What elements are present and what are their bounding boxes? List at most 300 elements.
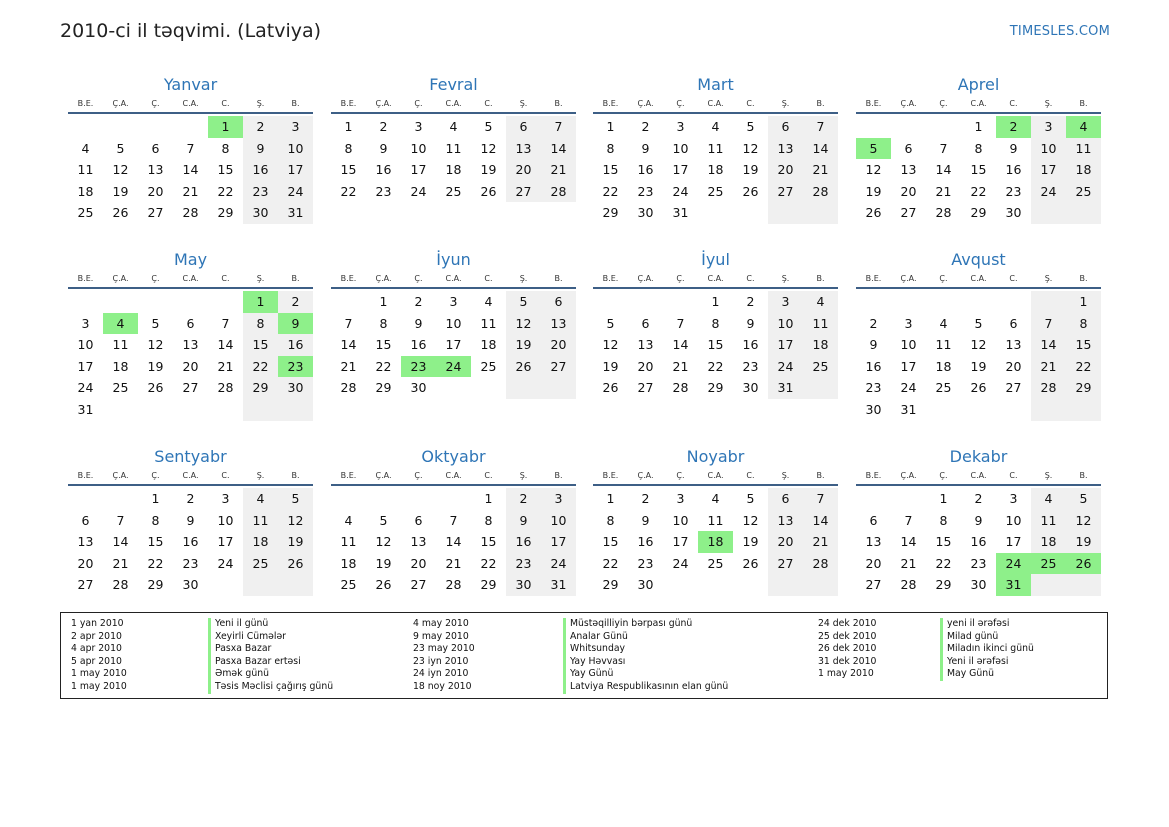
day-cell: 26: [506, 356, 541, 378]
day-cell: 10: [445, 315, 462, 331]
weekday-header: [68, 468, 313, 486]
day-cell: 7: [803, 116, 838, 138]
empty-cell: [698, 202, 733, 224]
day-cell: 1: [1066, 291, 1101, 313]
day-cell: 1: [379, 294, 388, 309]
day-cell: 7: [676, 315, 685, 331]
day-cell: 20: [410, 555, 427, 571]
day-cell: 19: [480, 162, 497, 178]
empty-cell: [733, 574, 768, 596]
holiday-name: Yeni il ərəfəsi: [940, 656, 1034, 669]
month-name: Yanvar: [163, 75, 218, 94]
month-name: Dekabr: [949, 447, 1008, 466]
day-cell: 30: [865, 401, 882, 417]
weekday-label: C.: [746, 471, 755, 480]
day-cell: 20: [541, 334, 576, 356]
day-cell: 22: [602, 183, 619, 199]
weekday-label: Ç.A.: [637, 99, 654, 108]
day-cell: 10: [1031, 138, 1066, 160]
weekday-label: B.: [554, 99, 563, 108]
day-cell: 30: [970, 577, 987, 593]
month-0: [68, 74, 313, 224]
day-cell: 17: [672, 534, 689, 550]
day-cell: 24: [410, 183, 427, 199]
empty-cell: [856, 291, 891, 313]
empty-cell: [173, 291, 208, 313]
day-cell: 11: [707, 140, 724, 156]
day-cell: 26: [278, 553, 313, 575]
holiday-names-col3: [940, 618, 1034, 681]
day-cell: 30: [182, 577, 199, 593]
empty-cell: [243, 399, 278, 421]
day-cell: 17: [77, 358, 94, 374]
day-cell: 15: [602, 162, 619, 178]
empty-cell: [103, 399, 138, 421]
day-cell: 16: [375, 162, 392, 178]
day-cell: 8: [939, 512, 948, 528]
day-cell: 13: [410, 534, 427, 550]
day-cell: 15: [602, 534, 619, 550]
empty-cell: [138, 399, 173, 421]
day-cell: 6: [81, 512, 90, 528]
holiday-day: 1: [208, 116, 243, 138]
day-cell: 15: [480, 534, 497, 550]
day-cell: 28: [1031, 377, 1066, 399]
day-cell: 3: [449, 294, 458, 309]
holiday-dates-col1: [71, 618, 127, 694]
day-cell: 16: [182, 534, 199, 550]
holiday-day: 9: [278, 313, 313, 335]
day-grid: [68, 486, 313, 596]
day-cell: 11: [803, 313, 838, 335]
weekday-header: [331, 271, 576, 289]
day-cell: 18: [707, 162, 724, 178]
weekday-label: C.: [1009, 99, 1018, 108]
weekday-label: C.: [1009, 471, 1018, 480]
weekday-label: C.A.: [707, 471, 724, 480]
holiday-date: 5 apr 2010: [71, 655, 122, 667]
day-cell: 10: [77, 337, 94, 353]
day-grid: [68, 289, 313, 421]
day-cell: 26: [480, 183, 497, 199]
day-cell: 15: [243, 334, 278, 356]
weekday-header: [593, 96, 838, 114]
day-cell: 8: [606, 140, 615, 156]
day-cell: 29: [1066, 377, 1101, 399]
holiday-day: 24: [436, 356, 471, 378]
month-name: Avqust: [951, 250, 1006, 269]
weekday-label: Ç.A.: [375, 471, 392, 480]
day-cell: 9: [506, 510, 541, 532]
day-cell: 9: [746, 315, 755, 331]
empty-cell: [926, 399, 961, 421]
weekday-label: B.E.: [77, 471, 94, 480]
day-cell: 3: [414, 119, 423, 134]
weekday-label: Ç.A.: [375, 99, 392, 108]
day-cell: 7: [939, 140, 948, 156]
day-cell: 30: [1005, 205, 1022, 221]
day-cell: 18: [77, 183, 94, 199]
weekday-header: [68, 96, 313, 114]
holiday-day: 2: [996, 116, 1031, 138]
day-cell: 28: [900, 577, 917, 593]
day-cell: 23: [637, 555, 654, 571]
day-cell: 25: [707, 183, 724, 199]
weekday-label: Ş.: [519, 471, 528, 480]
empty-cell: [68, 488, 103, 510]
day-cell: 15: [1066, 334, 1101, 356]
weekday-label: Ş.: [781, 471, 790, 480]
month-6: [593, 249, 838, 399]
day-cell: 22: [1066, 356, 1101, 378]
weekday-header: [856, 271, 1101, 289]
day-cell: 30: [506, 574, 541, 596]
day-cell: 16: [637, 534, 654, 550]
day-cell: 24: [900, 380, 917, 396]
weekday-label: C.A.: [445, 274, 462, 283]
day-cell: 22: [340, 183, 357, 199]
empty-cell: [103, 116, 138, 138]
day-grid: [856, 114, 1101, 224]
day-cell: 4: [344, 512, 353, 528]
weekday-label: B.E.: [340, 99, 357, 108]
day-cell: 10: [278, 138, 313, 160]
weekday-label: C.A.: [707, 99, 724, 108]
empty-cell: [663, 574, 698, 596]
day-cell: 20: [147, 183, 164, 199]
month-name: Aprel: [957, 75, 1000, 94]
empty-cell: [996, 291, 1031, 313]
day-cell: 16: [243, 159, 278, 181]
day-cell: 18: [112, 358, 129, 374]
day-cell: 2: [243, 116, 278, 138]
holiday-name: Yay Günü: [563, 668, 728, 681]
day-cell: 7: [116, 512, 125, 528]
day-cell: 6: [641, 315, 650, 331]
weekday-label: Ç.: [939, 274, 948, 283]
day-cell: 6: [186, 315, 195, 331]
day-cell: 6: [541, 291, 576, 313]
holiday-day: 4: [1066, 116, 1101, 138]
day-cell: 20: [182, 358, 199, 374]
holiday-names-col2: [563, 618, 728, 694]
month-name: Sentyabr: [154, 447, 227, 466]
day-cell: 6: [768, 488, 803, 510]
holiday-name: Pasxa Bazar ertəsi: [208, 656, 333, 669]
weekday-label: C.: [1009, 274, 1018, 283]
holiday-date: 1 may 2010: [818, 668, 874, 680]
day-cell: 28: [935, 205, 952, 221]
day-cell: 18: [480, 337, 497, 353]
day-cell: 29: [217, 205, 234, 221]
day-cell: 12: [506, 313, 541, 335]
day-cell: 22: [602, 555, 619, 571]
day-cell: 28: [182, 205, 199, 221]
day-cell: 17: [1031, 159, 1066, 181]
empty-cell: [331, 291, 366, 313]
weekday-label: Ç.: [939, 99, 948, 108]
day-cell: 1: [606, 491, 615, 506]
day-cell: 23: [637, 183, 654, 199]
month-name: Oktyabr: [421, 447, 486, 466]
empty-cell: [138, 291, 173, 313]
day-cell: 28: [112, 577, 129, 593]
day-cell: 13: [1005, 337, 1022, 353]
empty-cell: [926, 116, 961, 138]
day-grid: [593, 289, 838, 399]
empty-cell: [471, 377, 506, 399]
day-cell: 5: [151, 315, 160, 331]
month-name: Fevral: [429, 75, 478, 94]
day-cell: 31: [77, 401, 94, 417]
weekday-label: B.: [1079, 471, 1088, 480]
holiday-name: May Günü: [940, 668, 1034, 681]
weekday-label: C.: [484, 274, 493, 283]
day-cell: 3: [1009, 491, 1018, 506]
empty-cell: [891, 488, 926, 510]
day-cell: 29: [243, 377, 278, 399]
month-11: [856, 446, 1101, 596]
empty-cell: [1031, 291, 1066, 313]
day-cell: 14: [182, 162, 199, 178]
day-cell: 6: [904, 140, 913, 156]
day-cell: 6: [506, 116, 541, 138]
day-cell: 17: [672, 162, 689, 178]
day-cell: 15: [707, 337, 724, 353]
day-cell: 15: [217, 162, 234, 178]
day-cell: 10: [410, 140, 427, 156]
day-cell: 10: [672, 140, 689, 156]
day-cell: 25: [340, 577, 357, 593]
holiday-date: 23 may 2010: [413, 643, 475, 655]
weekday-label: Ş.: [1044, 274, 1053, 283]
weekday-label: B.E.: [77, 99, 94, 108]
day-cell: 2: [379, 119, 388, 134]
day-cell: 30: [637, 577, 654, 593]
empty-cell: [243, 574, 278, 596]
empty-cell: [593, 291, 628, 313]
day-cell: 18: [1031, 531, 1066, 553]
day-cell: 22: [217, 183, 234, 199]
day-cell: 10: [768, 313, 803, 335]
day-cell: 1: [484, 491, 493, 506]
day-cell: 8: [1066, 313, 1101, 335]
holiday-name: Yay Həvvası: [563, 656, 728, 669]
day-cell: 12: [147, 337, 164, 353]
day-cell: 27: [768, 181, 803, 203]
holiday-date: 18 noy 2010: [413, 680, 472, 692]
day-cell: 27: [768, 553, 803, 575]
day-cell: 3: [221, 491, 230, 506]
day-cell: 22: [147, 555, 164, 571]
day-cell: 25: [445, 183, 462, 199]
day-cell: 13: [147, 162, 164, 178]
day-cell: 12: [602, 337, 619, 353]
empty-cell: [331, 488, 366, 510]
day-cell: 30: [243, 202, 278, 224]
day-cell: 2: [641, 491, 650, 506]
day-cell: 17: [1005, 534, 1022, 550]
holiday-dates-col3: [818, 618, 876, 681]
day-cell: 23: [375, 183, 392, 199]
day-cell: 3: [904, 315, 913, 331]
day-cell: 14: [803, 510, 838, 532]
weekday-label: B.E.: [865, 99, 882, 108]
month-name: İyul: [701, 250, 730, 269]
day-cell: 13: [900, 162, 917, 178]
day-cell: 28: [803, 181, 838, 203]
holiday-date: 4 apr 2010: [71, 643, 122, 655]
day-cell: 2: [974, 491, 983, 506]
day-cell: 7: [1031, 313, 1066, 335]
day-cell: 22: [935, 555, 952, 571]
holiday-day: 18: [698, 531, 733, 553]
day-grid: [593, 486, 838, 596]
empty-cell: [803, 574, 838, 596]
day-cell: 16: [410, 337, 427, 353]
weekday-label: C.A.: [182, 471, 199, 480]
empty-cell: [891, 116, 926, 138]
day-cell: 4: [711, 491, 720, 506]
empty-cell: [436, 377, 471, 399]
weekday-label: B.E.: [340, 471, 357, 480]
day-cell: 31: [278, 202, 313, 224]
day-cell: 21: [803, 159, 838, 181]
day-cell: 8: [484, 512, 493, 528]
day-cell: 22: [375, 358, 392, 374]
weekday-label: C.: [484, 99, 493, 108]
weekday-label: Ç.A.: [112, 471, 129, 480]
day-cell: 9: [974, 512, 983, 528]
holiday-date: 31 dek 2010: [818, 655, 877, 667]
weekday-label: Ç.: [151, 99, 160, 108]
day-cell: 21: [217, 358, 234, 374]
day-cell: 21: [900, 555, 917, 571]
day-cell: 24: [1031, 181, 1066, 203]
empty-cell: [278, 399, 313, 421]
day-cell: 2: [278, 291, 313, 313]
day-cell: 2: [869, 315, 878, 331]
day-cell: 9: [1009, 140, 1018, 156]
day-cell: 14: [340, 337, 357, 353]
day-cell: 14: [217, 337, 234, 353]
day-cell: 16: [278, 334, 313, 356]
day-cell: 19: [506, 334, 541, 356]
site-link[interactable]: TIMESLES.COM: [1009, 24, 1110, 39]
day-cell: 15: [147, 534, 164, 550]
holiday-name: Xeyirli Cümələr: [208, 631, 333, 644]
day-cell: 12: [112, 162, 129, 178]
empty-cell: [68, 116, 103, 138]
day-cell: 20: [506, 159, 541, 181]
holiday-date: 25 dek 2010: [818, 630, 877, 642]
empty-cell: [856, 116, 891, 138]
day-cell: 17: [768, 334, 803, 356]
day-cell: 16: [865, 358, 882, 374]
holiday-date: 1 may 2010: [71, 680, 127, 692]
day-cell: 8: [151, 512, 160, 528]
weekday-label: C.A.: [970, 274, 987, 283]
day-cell: 23: [865, 380, 882, 396]
day-cell: 17: [278, 159, 313, 181]
day-cell: 10: [900, 337, 917, 353]
day-cell: 27: [182, 380, 199, 396]
weekday-header: [593, 271, 838, 289]
day-cell: 17: [900, 358, 917, 374]
empty-cell: [436, 488, 471, 510]
day-cell: 1: [711, 294, 720, 309]
day-cell: 17: [445, 337, 462, 353]
day-cell: 8: [221, 140, 230, 156]
day-cell: 29: [480, 577, 497, 593]
day-cell: 12: [970, 337, 987, 353]
empty-cell: [173, 399, 208, 421]
empty-cell: [803, 202, 838, 224]
weekday-label: Ç.A.: [637, 274, 654, 283]
month-4: [68, 249, 313, 421]
holiday-date: 1 may 2010: [71, 668, 127, 680]
day-cell: 3: [768, 291, 803, 313]
day-cell: 14: [445, 534, 462, 550]
day-cell: 4: [243, 488, 278, 510]
day-cell: 14: [541, 138, 576, 160]
empty-cell: [856, 488, 891, 510]
day-cell: 26: [112, 205, 129, 221]
weekday-label: Ş.: [256, 99, 265, 108]
weekday-label: Ç.A.: [637, 471, 654, 480]
day-cell: 23: [742, 358, 759, 374]
day-cell: 7: [186, 140, 195, 156]
holiday-name: Milad günü: [940, 631, 1034, 644]
holiday-date: 4 may 2010: [413, 618, 469, 629]
day-cell: 28: [672, 380, 689, 396]
day-cell: 12: [742, 140, 759, 156]
day-cell: 5: [379, 512, 388, 528]
day-cell: 3: [1031, 116, 1066, 138]
empty-cell: [628, 291, 663, 313]
day-cell: 4: [711, 119, 720, 134]
day-cell: 18: [935, 358, 952, 374]
month-2: [593, 74, 838, 224]
day-cell: 26: [865, 205, 882, 221]
day-cell: 28: [803, 553, 838, 575]
weekday-label: B.E.: [340, 274, 357, 283]
day-cell: 13: [77, 534, 94, 550]
empty-cell: [926, 291, 961, 313]
day-cell: 9: [641, 140, 650, 156]
day-cell: 27: [410, 577, 427, 593]
weekday-label: C.: [221, 471, 230, 480]
day-cell: 4: [484, 294, 493, 309]
weekday-label: C.: [746, 274, 755, 283]
day-cell: 22: [970, 183, 987, 199]
holiday-name: Whitsunday: [563, 643, 728, 656]
day-cell: 27: [506, 181, 541, 203]
weekday-header: [856, 96, 1101, 114]
holiday-date: 24 dek 2010: [818, 618, 877, 629]
holiday-name: Əmək günü: [208, 668, 333, 681]
empty-cell: [401, 488, 436, 510]
weekday-label: Ş.: [519, 99, 528, 108]
weekday-header: [331, 96, 576, 114]
day-cell: 27: [865, 577, 882, 593]
day-cell: 14: [935, 162, 952, 178]
weekday-label: C.: [484, 471, 493, 480]
holiday-date: 9 may 2010: [413, 630, 469, 642]
empty-cell: [278, 574, 313, 596]
day-cell: 25: [77, 205, 94, 221]
holiday-date: 2 apr 2010: [71, 630, 122, 642]
